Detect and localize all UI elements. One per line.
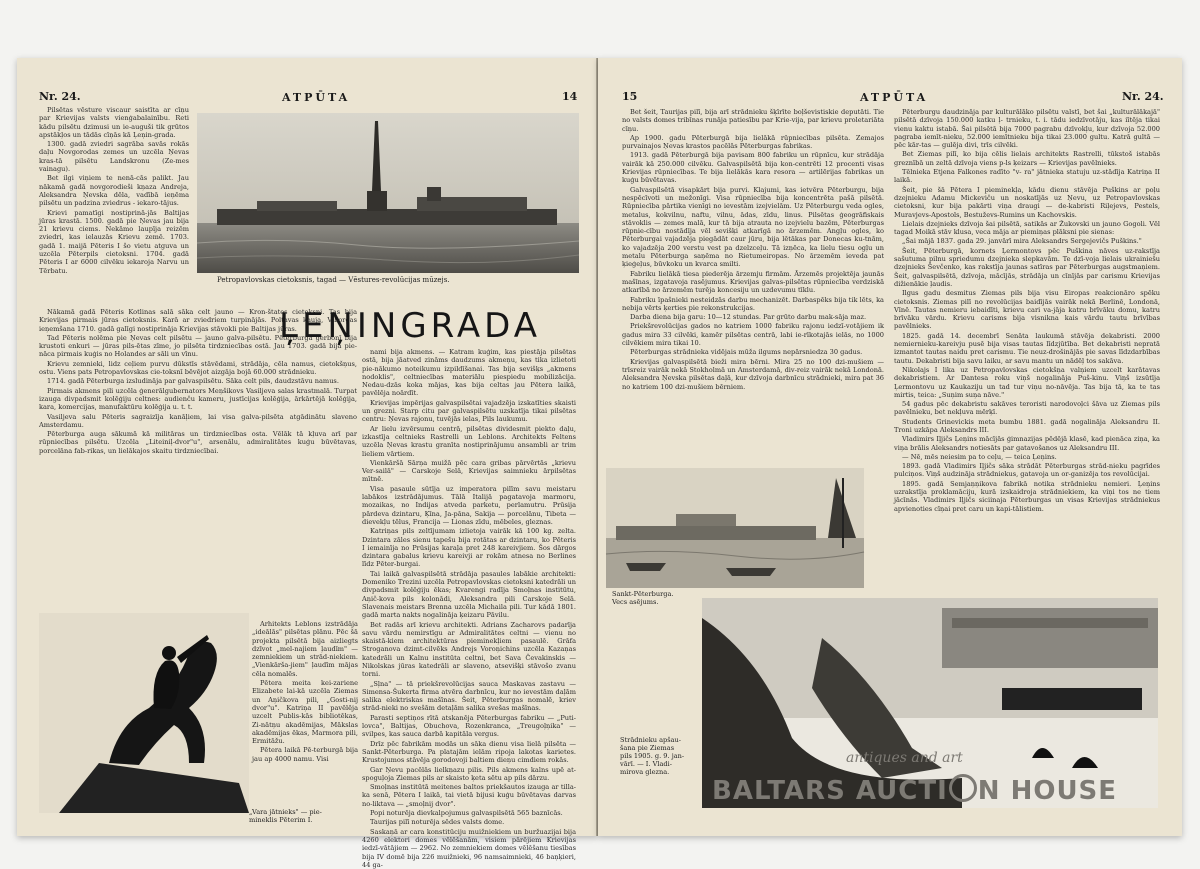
paragraph: Tēlnieka Etjena Falkones radīto "v- ra" jātnieka statuju uz-stādīja Katriņa II laikā. — [894, 168, 1160, 185]
paragraph: Vienkāršā Sārņa muižā pēc cara gribas pārvērtās „krievu Ver-sailā" — Carskoje Selā, Krievijas saimnieku ārpilsētas mītnē. — [362, 458, 576, 484]
issue-number-right: Nr. 24. — [1122, 90, 1164, 103]
left-column-right — [362, 348, 576, 869]
issue-number-left: Nr. 24. — [39, 90, 81, 103]
paragraph: Tai laikā galvaspilsētā strādāja pasaules labākie architekti: Domeniko Trezini uzcēla Petropavlovskas cietoksni katedrāli un divpadsmit kolēģiju ēkas; Kvarengi radīja Smoļnas institūtu, Aņič-kova pils kolonādi, Aleksandra pili Carskoje Selā. Slavenais meistars Brenna uzcēla Michaila pili. Tur kādā 1801. gadā marta nakts nogalināja ķeizaru Pāvilu. — [362, 569, 576, 620]
paragraph: Krievu zemnieki, lidz ceļiem purvu dūkstīs stāvēdami, strādāja, cēla namus, cietokšņus, ostu. Viens pats Petropavlovskas cie-toksnī bēvējot aizgāja bojā 60.000 strādnieku. — [39, 359, 357, 377]
paragraph: Pirmais akmens pili uzcēla ģenerālgubernators Meņšikovs Vasiljeva salas krastmalā. Turpat izauga divpadsmit kolēģiju celtnes: audienču kameru, justīcijas kolēģija, ārkārtējā kolēģija, kara, komercijas, manufaktūru kolēģija u. t. t. — [39, 386, 357, 412]
paragraph: Pētera meita kei-zariene Elizabete lai-kā uzcēla Ziemas un Aņičkova pili, „Gosti-nij dvor"u". Katriņa II pavēlēja uzcelt Publis-kās bibliotēkas, Zi-nātņu akadēmijas, Mākslas akadēmijas ēkas, Marmora pili, Ermitāžu. — [252, 679, 358, 746]
running-head-left: ATPŪTA — [282, 91, 351, 104]
watermark-logo-icon — [949, 774, 977, 802]
harbour-engraving — [606, 468, 864, 588]
right-page — [598, 58, 1182, 836]
paragraph: 54 gadus pēc dekabristu sakāves teroristi narodovoļci šāva uz Ziemas pils pavēlnieku, bet nekļuva mērķī. — [894, 400, 1160, 417]
paragraph: 1300. gadā zviedri sagrāba savās rokās daļu Novgorodas zemes un uzcēla Ņevas kras-tā pilsētu Landskronu (Ze-mes vainagu). — [39, 140, 189, 174]
paragraph: Darba diena bija garu: 10—12 stundas. Par grūto darbu mak-sāja maz. — [630, 313, 867, 322]
paragraph: Bet radās arī krievu architekti. Adrians Zacharovs padarīja savu vārdu nemirstīgu ar Admiralitātes celtni — vienu no skaistā-kiem architektūras pieminekļiem pasaulē. Grāfa Stroganova dzimt-cilvēks Andrejs Voroņichins uzcēla Kazaņas katedrāli un Kalnu institūta celtni, bet Sava Čevakinskis — Nikolskas jūras katedrāli ar slaveno, atsevišķi stāvošo zvanu torni. — [362, 620, 576, 679]
fortress-illustration — [197, 113, 579, 273]
paragraph: Saskaņā ar cara konstitūciju muižniekiem un buržuazijai bija 4260 elektori domes vēlēšanām, visiem pārējiem Krievijas iedzī-vātājiem — 2962. No zemniekiem domes vēlēšanu tiesības bija IV domē bija 226 muižnieki, 96 namsaimnieki, 46 baņķieri, 44 ga- — [362, 827, 576, 869]
paragraph: 1895. gadā Semjaņņikova fabrikā notika strādnieku nemieri. Ļeņins uzrakstīja proklamāciju, kurā izskaidroja strādniekiem, ka viņi tos ne tiem jācīnās. Vladimirs Iļjičs siciinaja Pēterburgas un visas Krievijas strādniekus apvienoties cīņai pret caru un kapi-tālistiem. — [894, 479, 1160, 513]
fortress-photo — [197, 113, 579, 273]
paragraph: Vasiljeva salu Pēteris sagraizīja kanāļiem, lai visa galva-pilsēta atgādinātu slaveno Amsterdamu. — [39, 412, 357, 429]
paragraph: Krievi pamatīgi nostiprinā-jās Baltijas jūras krastā. 1500. gadā pie Ņevas jau bija 21 krievu ciems. Nekāmo laupīja reizēm zviedri, kas ielauzās Krievu zemē. 1703. gadā 1. maijā Pēteris I šo vietu atguva un uzcēla Pēterpils cietoksni. 1704. gadā Pēteris I ar 6000 cilvēku iekaroja Narvu un Tērbatu. — [39, 208, 189, 275]
paragraph: Pēterburgu daudzināja par kulturālāko pilsētu valstī, bet šai „kulturālākajā" pilsētā dzīvoja 150.000 katku ļ- trnieku, t. i. tādu iedzīvotāju, kas iītēja tikai vienu kaktu istabā. Šai pilsētā bija 7000 pagrabu dzīvokļu, kur dzīvoja 52.000 pagraba iemīt-nieku, 52.000 iemītnieku bija tikai 23.000 gultu. Katrā gultā — pēc kār-tas — gulēja divi, trīs cilvēki. — [894, 108, 1160, 150]
paragraph: nami bija akmens. — Katram kuģim, kas piestāja pilsētas ostā, bija jāatved zināms daudzums akmeņu, kas tika izlietoti pie-nākumo noteikumu izpildīšanai. Tas bija sevišķs „akmens nodoklis", celtniecības materiālu piespiedu mobilizācija. Nedau-dzās koka mājas, kas bija celtas jau Pētera laikā, pavēlēja noārdīt. — [362, 348, 576, 398]
paragraph: Ar lielu izvērsumu centrā, pilsētas dividesmit piekto daļu, izkastīja celtnieks Rastrelli un Leblons. Architekts Feltens uzcēla Ņevas krastu granīta nostiprinājumu ansambli ar trim lieliem vārtiem. — [362, 424, 576, 458]
fortress-caption: Petropavlovskas cietoksnis, tagad — Vēstures-revolūcijas mūzejs. — [217, 276, 450, 284]
paragraph: Krievijas impērijas galvaspilsētai vajadzēja izskatīties skaisti un grezni. Starp citu par galvaspilsētu uzskatīja tikai pilsētas centru: Ņevas rajonu, tuvējās ielas, Pils laukumu. — [362, 398, 576, 424]
watermark-brand — [712, 774, 1117, 806]
left-page — [17, 58, 597, 869]
paragraph: Pētera laikā Pē-terburgā bija jau ap 4000 namu. Visi — [252, 746, 358, 763]
paragraph: 1825. gadā 14. decembrī Senāta laukumā stāvēja dekabristi. 2000 nemiernieku-kareivju pusē bija visas tautas līdzjūtība. Bet dekabristi nepratā izmantot tautas naidu pret carismu. Tie neuz-drošinājās pie savas līdzdarbības tautu. Dekabristi bija savu laiku, ar savu mantu un nādēļ tos sakāva. — [894, 331, 1160, 365]
paragraph: Priekšrevolūcijas gados no katriem 1000 fabriku rajonu iedzī-votājiem ik gadus mira 33 cilvēki, kamēr pilsētas centrā, labi ie-rīkotajās ielās, no 1000 cilvēkiem mira tikai 10. — [622, 322, 884, 348]
paragraph: „Šai mājā 1837. gada 29. janvārī mira Aleksandrs Sergejevičs Puškins." — [902, 237, 1142, 246]
paragraph: Bet Ziemas pilī, ko bija cēlis lielais architekts Rastrelli, tūkstoš istabās greznībā un zeltā dzīvoja viens p-ls ķeizars — Krievijas pavēlnieks. — [894, 150, 1160, 167]
paragraph: Arhitekts Leblons izstrādāja „ideālās" pilsētas plānu. Pēc šā projekta pilsētā bija aizliegts dzīvot „mel-najiem ļaudīm" — zemniekiem un strād-niekiem. „Vienkārša-jiem" ļaudīm mājas cēla nomalēs. — [252, 620, 358, 678]
paragraph: Bet ilgi viņiem te nenā-cās palikt. Jau nākamā gadā novgorodieši kņaza Andreja, Aleksandra Ņevska dēla, vadībā ieņēma pilsētu un padzina zviedrus - iekaro-tājus. — [39, 174, 189, 208]
watermark-brand-part1: BALTARS AUCTI — [712, 776, 948, 806]
paragraph: Pilsētas vēsture viscaur saistīta ar cīņu par Krievijas valsts vienģabalainību. Reti kādu pilsētu dzimusi un ie-auguši tik grūtos apstākļos un tādās cīņās kā Ļeņin-grada. — [39, 106, 189, 139]
left-column-bottom — [252, 620, 358, 826]
paragraph: 1714. gadā Pēterburga izsludināja par galvaspilsētu. Sāka celt pils, daudzstāvu namus. — [47, 377, 339, 386]
paragraph: Nikolajs I lika uz Petropavlovskas cietokšņa valņiem uzcelt karātavas dekabristiem. Ar Dantesa roku viņš nogalināja Puš-kinu. Viņš izsūtīja Ļermontovu uz Kaukaziju un tad tur viņu no-nāvēja. Tas bija tā, ka te tas mirtis, teica: „Suņim suņa nāve." — [894, 365, 1160, 399]
paragraph: Vladimirs Iļjičs Ļeņins mācījās ģimnazijas pēdējā klasē, kad pienāca ziņa, ka viņa brālis Aleksandrs notiesāts par gatavošanos uz Aleksandru III. — [894, 435, 1160, 452]
paragraph: Krievijas galvaspilsētā bieži mira bērni. Mira 25 no 100 dzi-mušiem — trīsreiz vairāk nekā Stokholmā un Amsterdamā, div-reiz vairāk nekā Londonā. Aleksandra Ņevska pilsētas daļā, kur dzīvoja darbnīcu strādnieki, mira pat 36 no katriem 100 dzi-mušiem bērniem. — [622, 357, 884, 391]
page-number-right: 15 — [622, 90, 638, 103]
statue-photo — [39, 613, 249, 813]
paragraph: Katriņas pils zeltījumam izlietoja vairāk kā 100 kg. zelta. Dzintara zāles sienu tapešu bija rotātas ar dzintaru, ko Pēteris I iemainīja no Prūsijas karaļa pret 248 kareivjiem. Šos dārgos dzintara gabalus krievu kareivji ar rokām atnesa no Berlines līdz Pēter-burgai. — [362, 527, 576, 569]
paragraph: Pēterburga auga sākumā kā militāras un tirdzniecības osta. Vēlāk tā kļuva arī par rūpniecības pilsētu. Uzcēla „Liteiniļ-dvor"u", arsenālu, admiralitātes kuģu būvētavas, porcelāna fab-rikas, un lielākajos skaitu tirdzniecībai. — [39, 430, 357, 455]
left-column-wide — [39, 308, 357, 620]
paragraph: Nākamā gadā Pēteris Kotlinas salā sāka celt jauno — Kron-štates cietoksni. Tas bija Krievijas pirmais jūras cietoksnis. Karā ar zviedriem turpinājās. Poltavas kauja, Viborgas ieņemšana 1710. gadā galīgi nostiprināja Krievijas stāvokli pie Baltijas jūras. — [39, 308, 357, 333]
paragraph: „Sļna" — tā priekšrevolūcijas sauca Maskavas zastavu — Simensa-Šukerta firma atvēra darbnīcu, kur no ievestām daļām salika elektriskas mašīnas. Šeit, Pēterburgas nomalē, kriev strād-nieki no svešām detaļām salika svešas mašīnas. — [362, 679, 576, 713]
paragraph: Fabriku īpašnieki nesteidzās darbu mechanizēt. Darbaspēks bija tik lēts, ka nebija vērts ķerties pie rekonstrukcijas. — [622, 295, 884, 312]
paragraph: Šeit, Pēterburgā, kornets Ļermontovs pēc Puškina nāves uz-rakstīja sašutuma pilnu spriedumu dzejnieka slepkavām. Te dzī-voja lielais ukrainiešu dzejnieks Ševčenko, kas rakstīja jaunas satīras par Pēterburgas augstmaņiem. Šeit, galvaspilsētā, dzīvoja, mācījās, strādāja un cīnījās par carismu Krievijas dižienākie ļaudis. — [894, 246, 1160, 288]
running-head-right: ATPŪTA — [860, 91, 929, 104]
page-number-left: 14 — [562, 90, 578, 103]
paragraph: Tad Pēteris nolēma pie Ņevas celt pilsētu — jauno galva-pilsētu. Pēterburga gerbonī bija krustoti enkuri — jūras pils-ētas zīme, jo pilsēta tirdzniecības ostā. Jau 1703. gadā bija pie-nāca pirmais kuģis no Holandes ar sāli un vīnu. — [39, 333, 357, 359]
paragraph: 1893. gadā Vladimirs Iļjičs sāka strādāt Pēterburgas strād-nieku pagrīdes pulciņos. Viņš audzināja strādniekus, gatavoja un or-ganizēja tos revolūcijai. — [894, 462, 1160, 479]
article-title: ĻEŅINGRADA — [279, 306, 542, 346]
paragraph: — Nē, mēs neiesim pa to ceļu, — teica Ļeņins. — [902, 452, 1057, 461]
paragraph: Fabriku lielākā tiesa piederēja ārzemju firmām. Ārzemēs projektēja jaunās mašīnas, izgatavoja rasējumus. Krievijas galvas-pilsētas rūpniecība verdziskā atkarībā no ārzemēm turēja koncesiju un uzdevumu tīklu. — [622, 269, 884, 295]
paragraph: Galvaspilsētā visapkārt bija purvi. Klajumi, kas ietvēra Pēterburgu, bija nespēcīvoti un mežonīgi. Visa rūpniecība bija koncentrēta pašā pilsētā. Rūpniecība pārtika vienīgi no ievestām izejvielām. Uz Pēterburgu veda ogles, metalus, kokvilnu, naftu, vilnu, ādas, zīdu, linus. Pilsētas ģeogrāfiskais stāvoklis — zemes malā, kur tā bija atrauta no izejvielu bazēm, Pēterburgas rūpnie-cību nostādīja vēl sevišķi atkarīgā no ārzemēm. Angļu ogles, ko Pēterburgai vajadzēja piegādāt caur jūru, bija lētākas par Donecas ku-tnām, ko vajadzēja 200 verstu vest pa dzelzceļu. Tā izņēca, ka lielu tiesu ogļu un metalu Pēterburga saņēma no Rietumeiropas. No ārzemēm ieveda pat ķieģeļus, būvkoku un kvarca smilti. — [622, 185, 884, 269]
right-column-left — [622, 108, 884, 466]
bronze-horseman-illustration — [39, 613, 249, 813]
paragraph: Taurijas pilī noturēja sēdes valsts dome. — [370, 818, 505, 827]
paragraph: Ap 1900. gadu Pēterburgā bija lielākā rūpniecības pilsēta. Zemajos purvainajos Ņevas krastos pacēlās Pēterburgas fabrikas. — [622, 133, 884, 151]
right-column-right — [894, 108, 1160, 598]
paragraph: Smoļnas institūtā meitenes baltos priekšautos izauga ar tilla-ka senā, Pētera I laikā, tai vietā bijusi kuģu būvētavas darvas no-liktava — „smoļnij dvor". — [362, 783, 576, 808]
paragraph: Ilgus gadu desmitus Ziemas pils bija visu Eiropas reakcionāro spēku cietoksnis. Ziemas pilī no revolūcijas baidījās vairāk nekā Berlinē, Londonā, Vīnē. Tautas nemieru iebaidīti, krievu cari va-jāja katru brīvāku domu, katru brīvāku vārdu. Krievu carisms bija visnikna kais vārdu tautu brīvības pavēlnieks. — [894, 289, 1160, 331]
paragraph: Popi noturēja dievkalpojumus galvaspilsētā 565 baznīcās. — [370, 809, 563, 818]
harbour-caption: Sankt-Pēterburga. Vecs asējums. — [612, 590, 674, 606]
paragraph: Lielais dzejnieks dzīvoja šai pilsētā, satikās ar Žukovski un jauno Gogoli. Vēl tagad Moikā stāv klusa, veca māja ar piemiņas plāksni pie sienas: — [894, 219, 1160, 237]
paragraph: Drīz pēc fabrikām modās un sāka dienu visa lielā pilsēta — Sankt-Pēterburga. Pa platajām ielām ripoja lakotas karietes. Krustojumos stāvēja gorodovoji baltiem dieņu cimdiem rokās. — [362, 739, 576, 765]
watermark-tagline: antiques and art — [846, 750, 963, 766]
massacre-caption: Strādnieku apšau- šana pie Ziemas pils 1905. g. 9. jan- vārī. — I. Vladi- mirova glezna. — [620, 736, 685, 776]
paragraph: Pēterburgas strādnieka vidējais mūža ilgums nepārsniedza 30 gadus. — [630, 348, 863, 357]
statue-caption: „Vara jātnieks" — pie- mineklis Pēterim I. — [249, 808, 322, 824]
watermark-brand-part2: N HOUSE — [977, 776, 1118, 806]
paragraph: Gar Ņevu pacēlās lielkņazu pilis. Pils akmens kalns upē at-spoguļoja Ziemas pils ar skaisto ķeta sētu ap pils dārzu. — [362, 765, 576, 782]
paragraph: Visa pasaule sūtīja uz imperatora pilīm savu meistaru labākos izstrādājumus. Tālā Italijā pagatavoja marmoru, mozaikas, no Indijas atveda parketu, perlamutru. Prūsija pārdeva dzintaru, Ķīna, Ja-pāna, Sakija — porcelānu, Tibeta — dievekļu tēlus, Francija — Lionas zīdu, mēbeles, gleznas. — [362, 484, 576, 526]
paragraph: 1913. gadā Pēterburgā bija pavisam 800 fabriku un rūpnīcu, kur strādāja vairāk kā 250.000 cilvēku. Galvaspilsētā bija kon-centrēti 12 procenti visas Krievijas rūpniecības. Te bija lielākās kara resora — artilērijas fabrikas un kuģu būvētavas. — [622, 151, 884, 185]
harbour-photo — [606, 468, 864, 588]
paragraph: Parasti septiņos rītā atskanēja Pēterburgas fabriku — „Puti-lovca", Baltijas, Obuchova, Rozenkranca, „Treugoļņika" — svilpes, kas sauca darbā kapitāla vergus. — [362, 713, 576, 739]
paragraph: Students Grinevickis meta bumbu 1881. gadā nogalināja Aleksandru II. Troni uzkāpa Aleksandrs III. — [894, 417, 1160, 434]
paragraph: Bet šeit, Taurijas pilī, bija arī strādnieku šķīrīte boļševistiskie deputāti. Tie no valsts domes tribīnas runāja patiesību par Krie-vija, par krievu proletariāta cīņu. — [622, 108, 884, 133]
paragraph: Šeit, pie šā Pētera I pieminekļa, kādu dienu stāvēja Puškins ar poļu dzejnieku Adamu Mickeviču un noskatījās uz Ņevu, uz Petropavlovskas cietoksni, kur bija pakārti viņa draugi — de-kabristi Riļejevs, Pestels, Muravjevs-Apostols, Bestuževs-Rumins un Kachovskis. — [894, 185, 1160, 219]
left-column-top — [39, 106, 189, 308]
